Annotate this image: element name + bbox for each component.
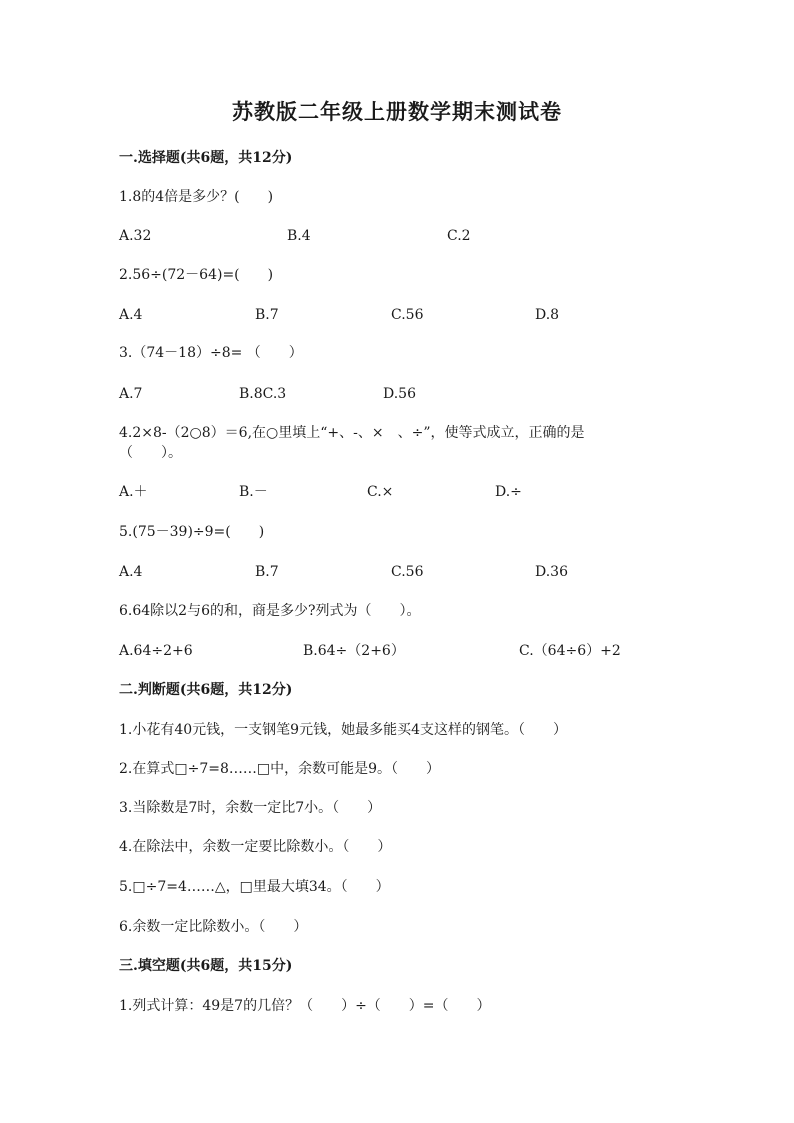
choice-question-1: 1.8的4倍是多少？( ) [119,189,274,205]
choice-4-option-a: A.＋ [119,484,148,500]
choice-2-option-d: D.8 [535,307,560,323]
choice-question-5: 5.(75－39)÷9=( ) [119,524,265,540]
choice-4-option-d: D.÷ [495,484,522,500]
choice-question-2: 2.56÷(72－64)=( ) [119,267,274,283]
choice-2-option-b: B.7 [255,307,279,323]
judge-question-5: 5.□÷7=4……△，□里最大填34。（ ） [119,879,390,895]
choice-6-option-b: B.64÷（2+6） [303,643,405,659]
choice-6-option-c: C.（64÷6）+2 [519,643,621,659]
choice-5-option-a: A.4 [119,564,143,580]
choice-3-option-a: A.7 [119,386,143,402]
choice-4-option-b: B.－ [239,484,268,500]
choice-2-option-a: A.4 [119,307,143,323]
section-heading-fill: 三.填空题(共6题，共15分) [119,958,293,974]
section-heading-judge: 二.判断题(共6题，共12分) [119,682,293,698]
fill-question-1: 1.列式计算：49是7的几倍？（ ）÷（ ）=（ ） [119,998,491,1014]
choice-1-option-b: B.4 [287,228,311,244]
section-heading-choice: 一.选择题(共6题，共12分) [119,150,293,166]
choice-question-3: 3.（74－18）÷8= （ ） [119,345,303,361]
judge-question-6: 6.余数一定比除数小。（ ） [119,919,308,935]
choice-4-option-c: C.× [367,484,394,500]
judge-question-1: 1.小花有40元钱，一支钢笔9元钱，她最多能买4支这样的钢笔。（ ） [119,722,567,738]
choice-1-option-c: C.2 [447,228,471,244]
judge-question-2: 2.在算式□÷7=8……□中，余数可能是9。（ ） [119,761,440,777]
judge-question-3: 3.当除数是7时，余数一定比7小。（ ） [119,800,382,816]
choice-2-option-c: C.56 [391,307,424,323]
choice-question-4-cont: （ ）。 [119,445,182,461]
choice-1-option-a: A.32 [119,228,152,244]
judge-question-4: 4.在除法中，余数一定要比除数小。（ ） [119,839,392,855]
choice-6-option-a: A.64÷2+6 [119,643,193,659]
choice-5-option-b: B.7 [255,564,279,580]
choice-5-option-d: D.36 [535,564,568,580]
choice-3-option-bc: B.8C.3 [239,386,287,402]
choice-3-option-d: D.56 [383,386,416,402]
choice-5-option-c: C.56 [391,564,424,580]
page-title: 苏教版二年级上册数学期末测试卷 [232,99,562,124]
choice-question-4: 4.2×8-（2○8）＝6,在○里填上“+、-、× 、÷”，使等式成立，正确的是 [119,425,585,441]
choice-question-6: 6.64除以2与6的和，商是多少?列式为（ ）。 [119,603,421,619]
